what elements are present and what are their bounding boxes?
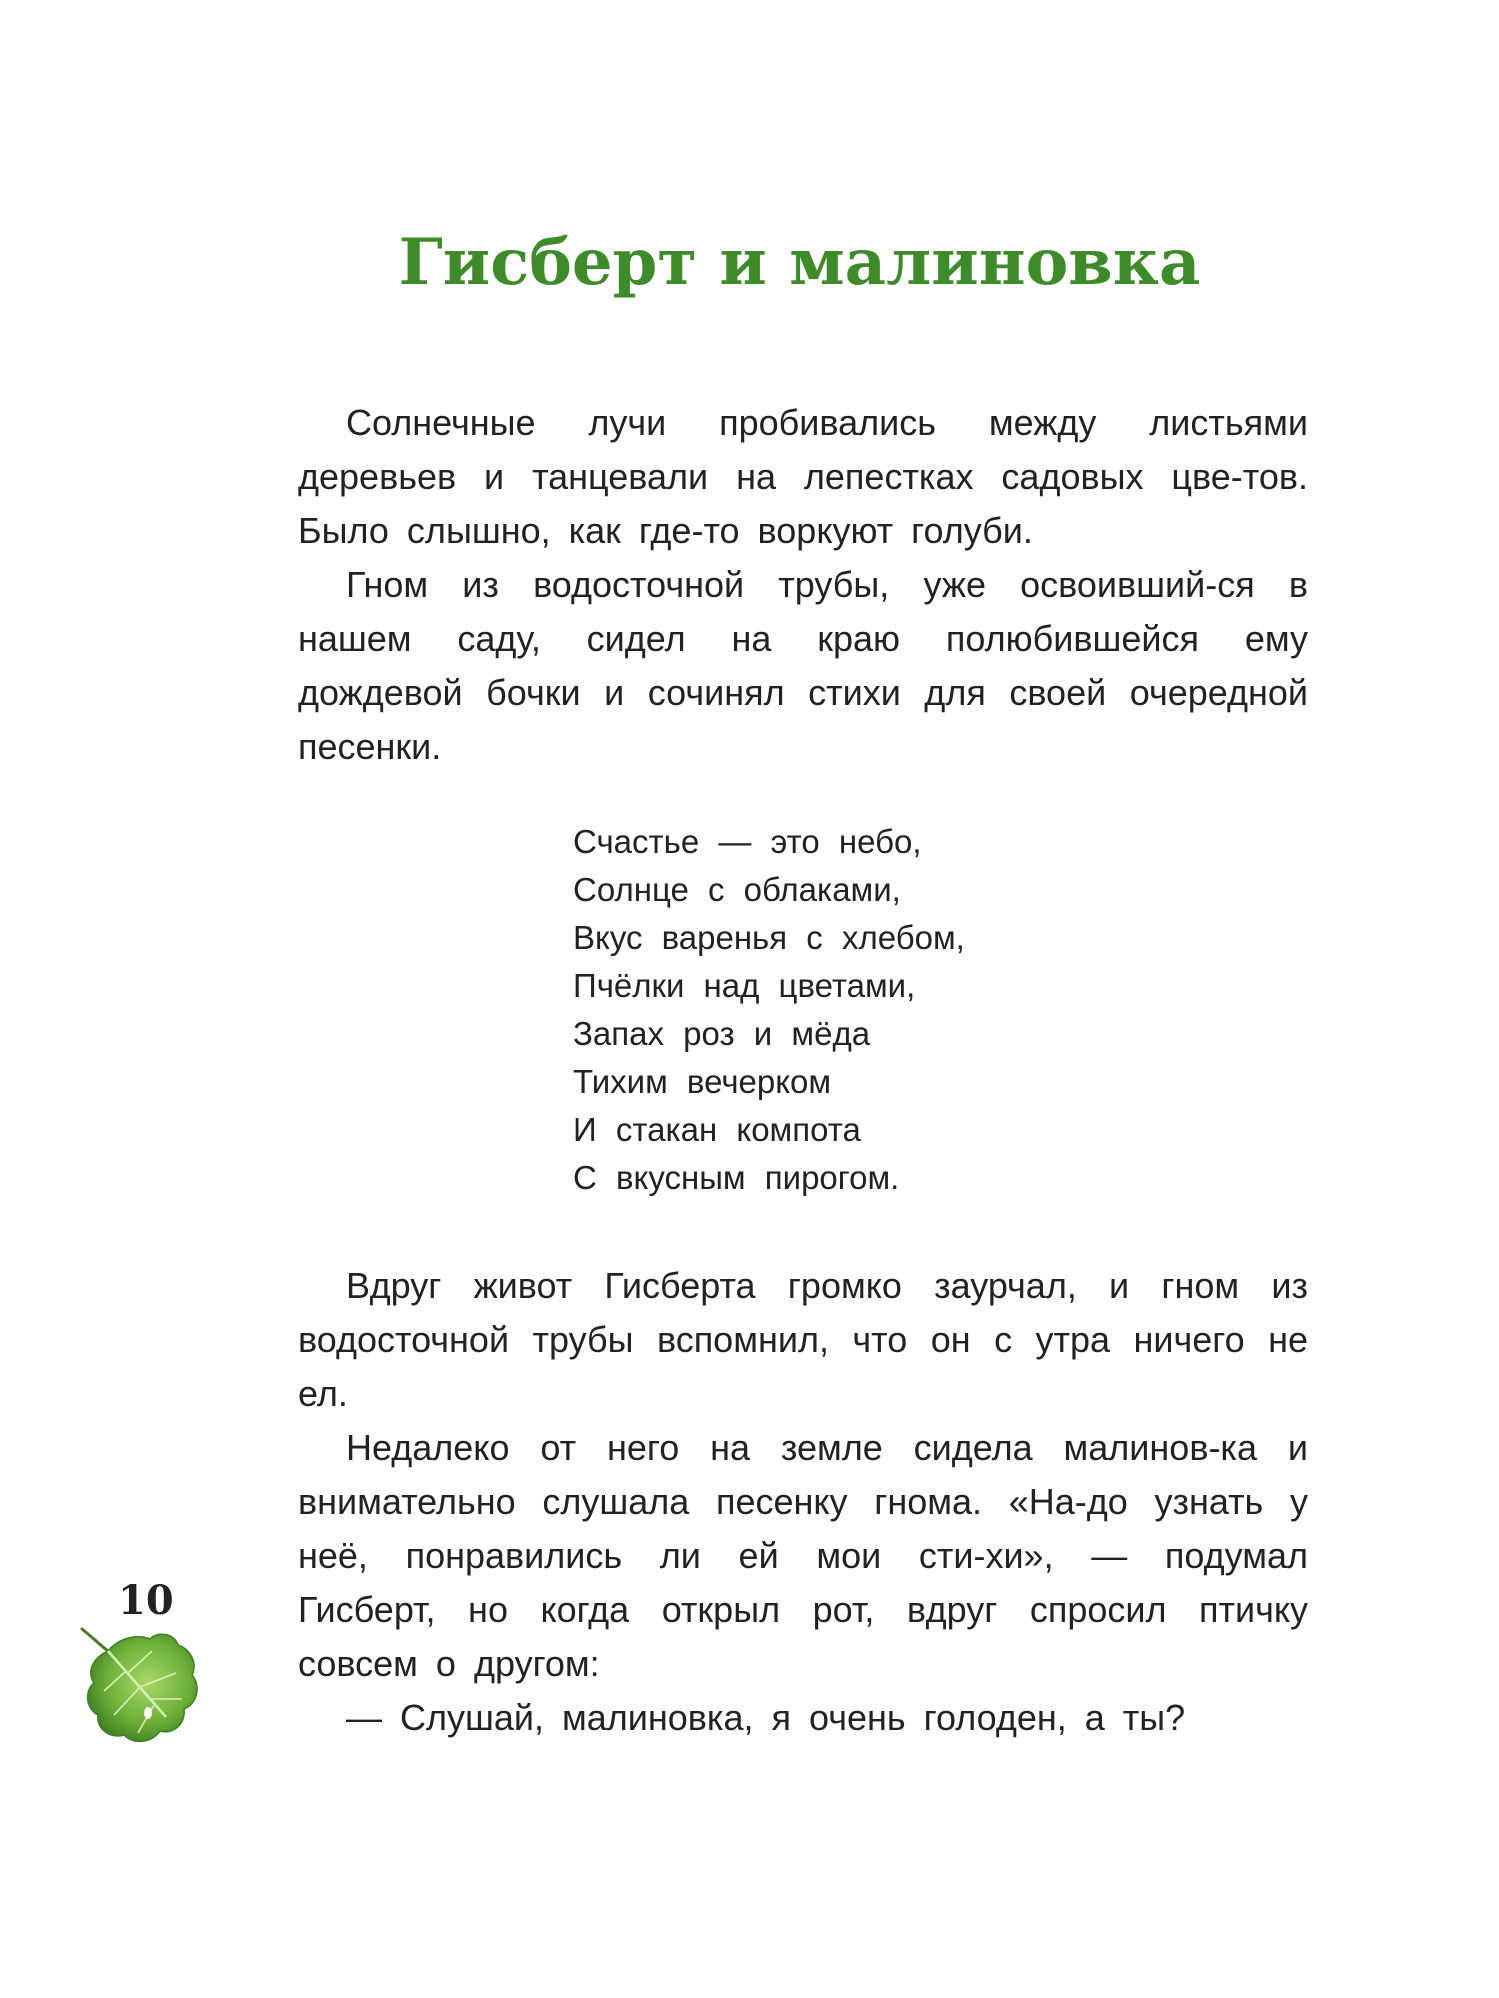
text-block-bottom [298, 1259, 1308, 1745]
poem-line: Тихим вечерком [573, 1063, 832, 1100]
poem [573, 818, 965, 1202]
poem-line: И стакан компота [573, 1111, 861, 1148]
poem-line: Запах роз и мёда [573, 1015, 871, 1052]
page-title: Гисберт и малиновка [398, 225, 1201, 300]
poem-line: Счастье — это небо, [573, 823, 922, 860]
leaf-icon [78, 1625, 203, 1750]
text-block-top [298, 396, 1308, 774]
page-number: 10 [118, 1577, 174, 1624]
paragraph: Гном из водосточной трубы, уже освоивший-ся в нашем саду, сидел на краю полюбившейся ему дождевой бочки и сочинял стихи для своей очередной песенки. [298, 564, 1308, 767]
poem-line: С вкусным пирогом. [573, 1159, 900, 1196]
poem-line: Пчёлки над цветами, [573, 967, 916, 1004]
paragraph: — Слушай, малиновка, я очень голоден, а ты? [346, 1697, 1186, 1738]
paragraph: Вдруг живот Гисберта громко заурчал, и гном из водосточной трубы вспомнил, что он с утра ничего не ел. [298, 1265, 1308, 1414]
paragraph: Солнечные лучи пробивались между листьями деревьев и танцевали на лепестках садовых цве-тов. Было слышно, как где-то воркуют голуби. [298, 402, 1308, 551]
paragraph: Недалеко от него на земле сидела малинов-ка и внимательно слушала песенку гнома. «На-до узнать у неё, понравились ли ей мои сти-хи», — подумал Гисберт, но когда открыл рот, вдруг спросил птичку совсем о другом: [298, 1427, 1308, 1684]
poem-line: Солнце с облаками, [573, 871, 901, 908]
poem-line: Вкус варенья с хлебом, [573, 919, 965, 956]
